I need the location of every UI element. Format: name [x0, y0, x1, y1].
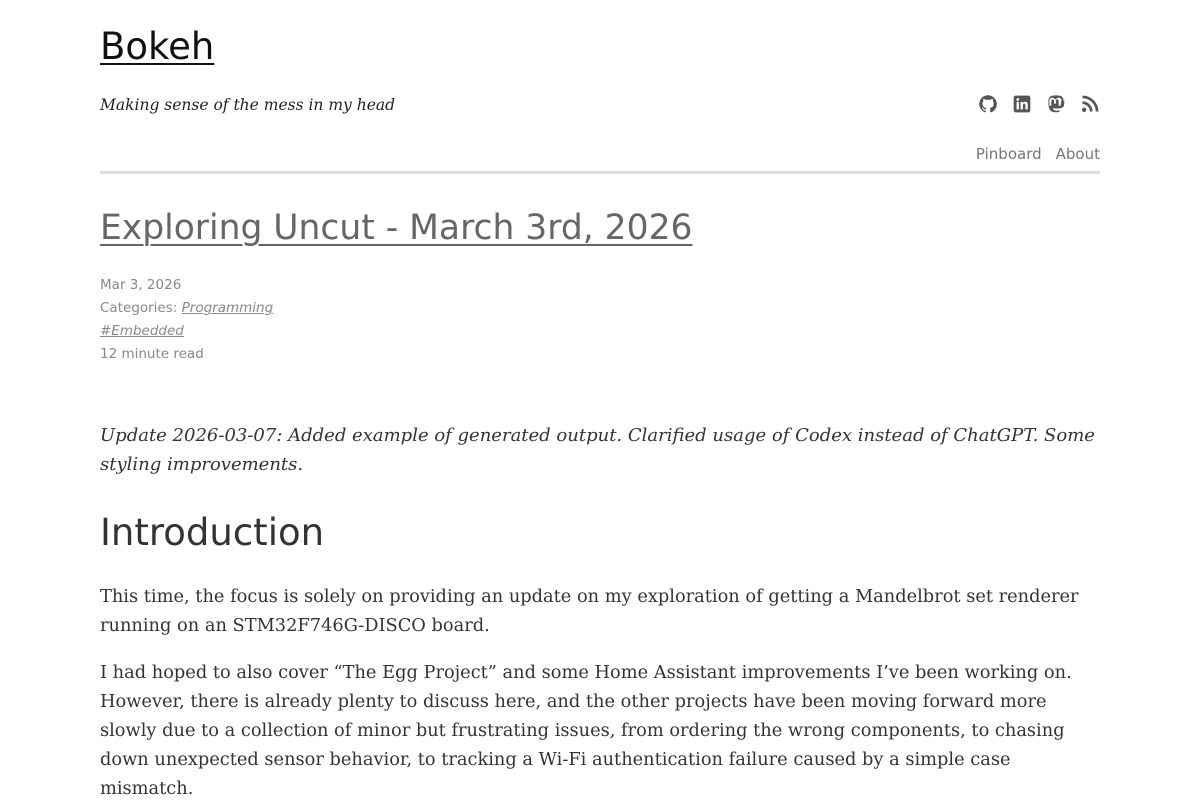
rss-icon [1080, 93, 1100, 115]
body-paragraph: This time, the focus is solely on providing an update on my exploration of getting a Mandelbrot set renderer running on an STM32F746G-DISCO board. [100, 586, 1079, 636]
section-heading-introduction: Introduction [100, 511, 325, 554]
nav-item-pinboard[interactable]: Pinboard [975, 145, 1042, 163]
mastodon-icon [1046, 93, 1066, 115]
social-links [978, 93, 1100, 115]
linkedin-link[interactable] [1012, 93, 1032, 115]
tag-link-embedded[interactable]: #Embedded [100, 323, 184, 339]
post-date: Mar 3, 2026 [100, 277, 182, 293]
github-icon [978, 93, 998, 115]
update-note: Update 2026-03-07: Added example of generated output. Clarified usage of Codex instead of ChatGPT. Some styling improvements. [100, 425, 1095, 475]
category-link-programming[interactable]: Programming [181, 300, 274, 316]
nav-item-about[interactable]: About [1055, 145, 1100, 163]
mastodon-link[interactable] [1046, 93, 1066, 115]
main-nav [976, 144, 1100, 164]
post-meta [100, 274, 273, 366]
site-tagline: Making sense of the mess in my head [100, 96, 396, 114]
post-tags [100, 320, 273, 343]
linkedin-icon [1012, 93, 1032, 115]
post-categories [100, 297, 273, 320]
github-link[interactable] [978, 93, 998, 115]
post-title[interactable]: Exploring Uncut - March 3rd, 2026 [100, 208, 693, 248]
site-title[interactable]: Bokeh [100, 25, 215, 68]
post-read-time: 12 minute read [100, 346, 204, 362]
rss-link[interactable] [1080, 93, 1100, 115]
header-divider [100, 171, 1100, 174]
body-paragraph: I had hoped to also cover “The Egg Project” and some Home Assistant improvements I’ve been working on. However, there is already plenty to discuss here, and the other projects have been moving forward more slowly due to a collection of minor but frustrating issues, from ordering the wrong components, to chasing down unexpected sensor behavior, to tracking a Wi-Fi authentication failure caused by a simple case mismatch. [100, 662, 1072, 799]
categories-label: Categories: [100, 300, 178, 316]
